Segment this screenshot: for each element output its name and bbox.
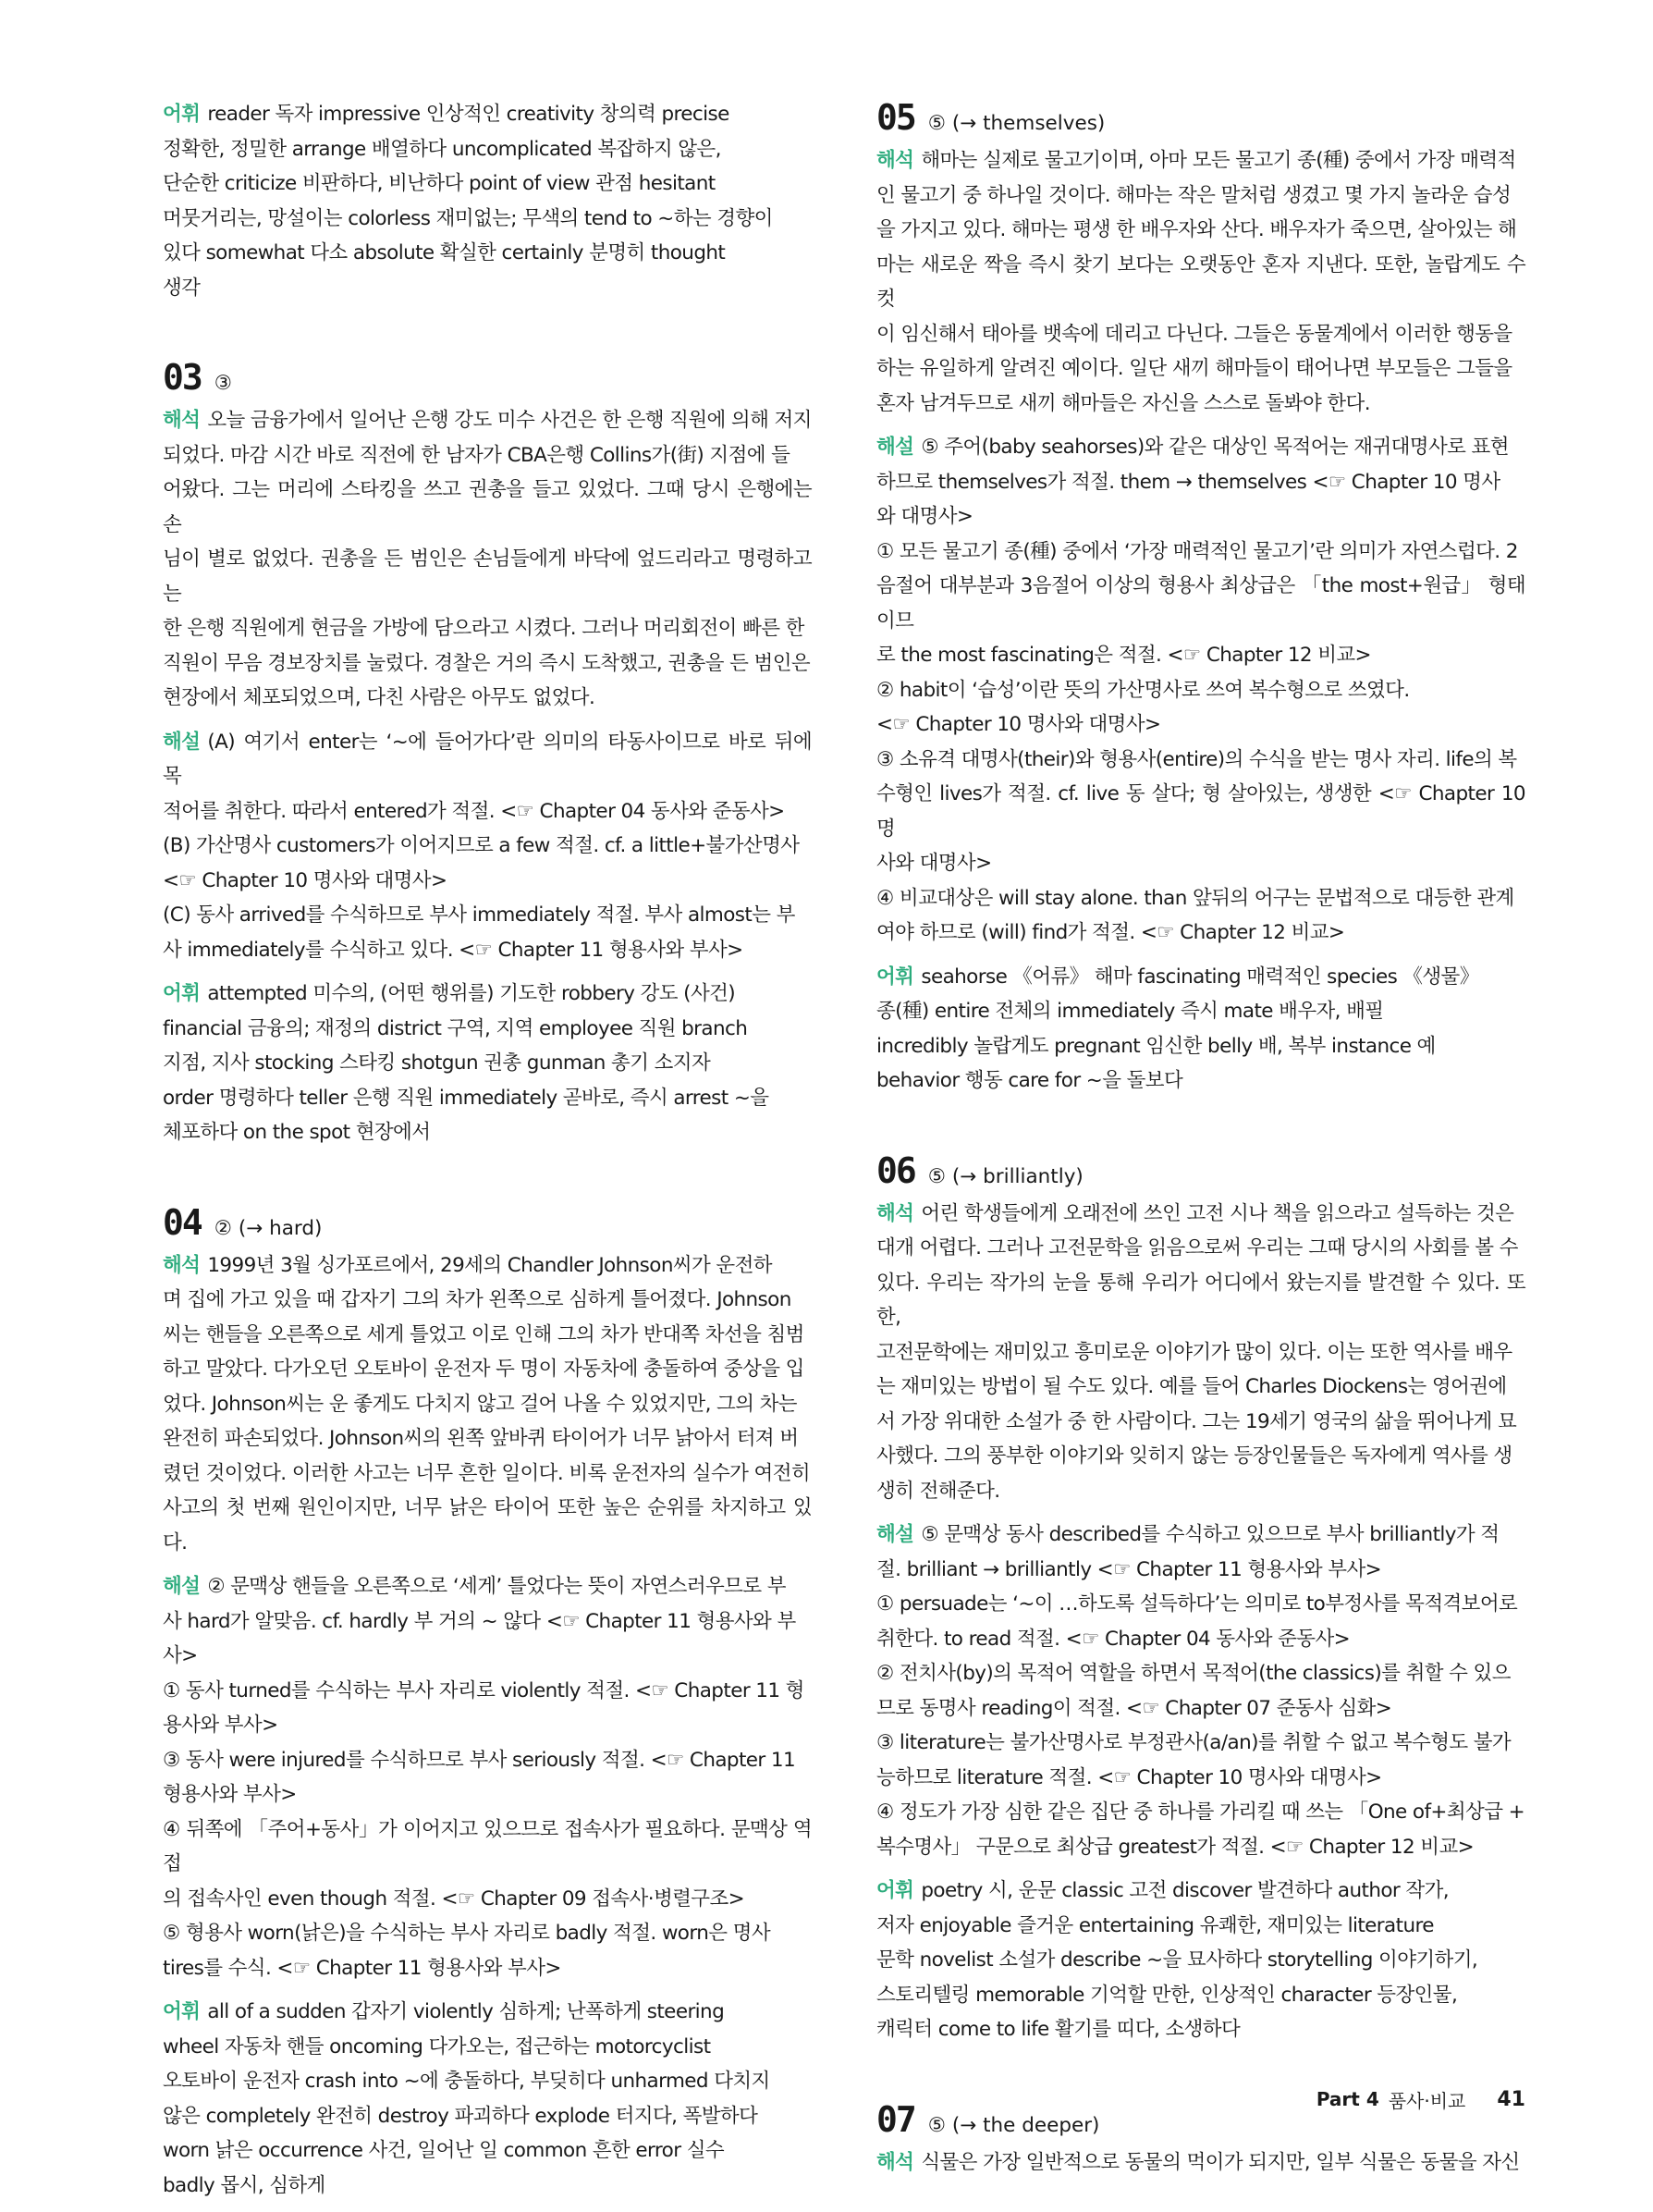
text-line: 님이 별로 없었다. 권총을 든 범인은 손님들에게 바닥에 엎드리라고 명령하고는 <box>163 547 812 606</box>
text-line: ③ 소유격 대명사(their)와 형용사(entire)의 수식을 받는 명사 자리. life의 복 <box>876 747 1517 771</box>
text-line: all of a sudden 갑자기 violently 심하게; 난폭하게 steering <box>207 2000 725 2023</box>
text-line: 씨는 핸들을 오른쪽으로 세게 틀었고 이로 인해 그의 차가 반대쪽 차선을 침범 <box>163 1322 804 1346</box>
text-line: 완전히 파손되었다. Johnson씨의 왼쪽 앞바퀴 타이어가 너무 낡아서 터져 버 <box>163 1427 799 1450</box>
text-line: ⑤ 문맥상 동사 described를 수식하고 있으므로 부사 brilliantly가 적 <box>921 1523 1500 1546</box>
vocab-tag: 어휘 <box>876 965 914 989</box>
text-line: 와 대명사> <box>876 505 973 528</box>
text-line: financial 금융의; 재정의 district 구역, 지역 employee 직원 branch <box>163 1016 748 1040</box>
text-line: 생히 전해준다. <box>876 1479 1000 1503</box>
q03-vocab <box>163 977 812 1150</box>
q05-heading <box>876 97 1525 138</box>
text-line: attempted 미수의, (어떤 행위를) 기도한 robbery 강도 (사건) <box>207 982 736 1005</box>
part-subtitle: 품사·비교 <box>1388 2089 1466 2112</box>
text-line: (C) 동사 arrived를 수식하므로 부사 immediately 적절. 부사 almost는 부 <box>163 903 795 927</box>
part-label: Part 4 <box>1316 2088 1379 2110</box>
text-line: 므로 동명사 reading이 적절. <☞ Chapter 07 준동사 심화> <box>876 1696 1392 1720</box>
text-line: 생각 <box>163 276 201 300</box>
text-line: ⑤ 형용사 worn(낡은)을 수식하는 부사 자리로 badly 적절. worn은 명사 <box>163 1922 770 1945</box>
text-line: tires를 수식. <☞ Chapter 11 형용사와 부사> <box>163 1956 561 1980</box>
text-line: <☞ Chapter 10 명사와 대명사> <box>163 868 447 892</box>
question-answer: ⑤ (→ brilliantly) <box>927 1164 1084 1188</box>
text-line: 용사와 부사> <box>163 1714 278 1737</box>
q02-vocab <box>163 97 812 305</box>
q06-vocab <box>876 1874 1525 2047</box>
explanation-tag: 해설 <box>163 730 201 754</box>
text-line: ② 문맥상 핸들을 오른쪽으로 ‘세게’ 틀었다는 뜻이 자연스러우므로 부 <box>207 1575 786 1598</box>
question-number: 03 <box>163 357 202 398</box>
explanation-tag: 해설 <box>876 1523 914 1546</box>
question-number: 05 <box>876 97 915 138</box>
question-number: 07 <box>876 2098 915 2140</box>
q05-vocab <box>876 960 1525 1099</box>
text-line: (A) 여기서 enter는 ‘~에 들어가다’란 의미의 타동사이므로 바로 뒤에 목 <box>163 730 812 788</box>
text-line: ② habit이 ‘습성’이란 뜻의 가산명사로 쓰여 복수형으로 쓰였다. <box>876 678 1410 702</box>
text-line: reader 독자 impressive 인상적인 creativity 창의력 precise <box>207 103 729 126</box>
text-line: badly 몹시, 심하게 <box>163 2173 325 2197</box>
text-line: 을 가지고 있다. 해마는 평생 한 배우자와 산다. 배우자가 죽으면, 살아있는 해 <box>876 218 1517 241</box>
text-line: worn 낡은 occurrence 사건, 일어난 일 common 흔한 error 실수 <box>163 2139 725 2162</box>
text-line: 1999년 3월 싱가포르에서, 29세의 Chandler Johnson씨가 운전하 <box>207 1253 772 1277</box>
text-line: 현장에서 체포되었으며, 다친 사람은 아무도 없었다. <box>163 686 595 709</box>
text-line: 인 물고기 중 하나일 것이다. 해마는 작은 말처럼 생겼고 몇 가지 놀라운 습성 <box>876 183 1512 207</box>
translation-tag: 해석 <box>876 1201 914 1225</box>
translation-tag: 해석 <box>876 149 914 172</box>
text-line: 어린 학생들에게 오래전에 쓰인 고전 시나 책을 읽으라고 설득하는 것은 <box>921 1201 1514 1225</box>
text-line: 오늘 금융가에서 일어난 은행 강도 미수 사건은 한 은행 직원에 의해 저지 <box>207 409 812 432</box>
vocab-tag: 어휘 <box>163 2000 201 2023</box>
text-line: 형용사와 부사> <box>163 1783 297 1806</box>
text-line: incredibly 놀랍게도 pregnant 임신한 belly 배, 복부 instance 예 <box>876 1034 1436 1058</box>
text-line: 사 immediately를 수식하고 있다. <☞ Chapter 11 형용사와 부사> <box>163 938 743 962</box>
page-footer <box>1285 2085 1525 2113</box>
text-line: seahorse 《어류》 해마 fascinating 매력적인 species 《생물》 <box>921 965 1479 989</box>
text-line: 캐릭터 come to life 활기를 띠다, 소생하다 <box>876 2018 1241 2041</box>
q06-heading <box>876 1150 1525 1191</box>
q04-vocab <box>163 1995 812 2203</box>
text-line: 는 재미있는 방법이 될 수도 있다. 예를 들어 Charles Diockens는 영어권에 <box>876 1375 1507 1398</box>
text-line: poetry 시, 운문 classic 고전 discover 발견하다 author 작가, <box>921 1879 1449 1902</box>
text-line: 고전문학에는 재미있고 흥미로운 이야기가 많이 있다. 이는 또한 역사를 배우 <box>876 1340 1512 1364</box>
text-line: 취한다. to read 적절. <☞ Chapter 04 동사와 준동사> <box>876 1627 1351 1651</box>
text-line: 이 임신해서 태아를 뱃속에 데리고 다닌다. 그들은 동물계에서 이러한 행동을 <box>876 322 1512 346</box>
q05-explanation <box>876 430 1525 951</box>
text-line: 수형인 lives가 적절. cf. live 동 살다; 형 살아있는, 생생한 <☞ Chapter 10 명 <box>876 782 1525 841</box>
text-line: order 명령하다 teller 은행 직원 immediately 곧바로, 즉시 arrest ~을 <box>163 1086 769 1110</box>
text-line: 식물은 가장 일반적으로 동물의 먹이가 되지만, 일부 식물은 동물을 자신 <box>921 2150 1520 2174</box>
text-line: 문학 novelist 소설가 describe ~을 묘사하다 storytelling 이야기하기, <box>876 1948 1478 1972</box>
text-line: 복수명사」 구문으로 최상급 greatest가 적절. <☞ Chapter 12 비교> <box>876 1835 1475 1859</box>
text-line: 사했다. 그의 풍부한 이야기와 잊히지 않는 등장인물들은 독자에게 역사를 생 <box>876 1444 1512 1468</box>
text-line: <☞ Chapter 10 명사와 대명사> <box>876 713 1161 736</box>
explanation-tag: 해설 <box>163 1575 201 1598</box>
text-line: 하고 말았다. 다가오던 오토바이 운전자 두 명이 자동차에 충돌하여 중상을 입 <box>163 1358 804 1381</box>
text-line: ④ 뒤쪽에 「주어+동사」가 이어지고 있으므로 접속사가 필요하다. 문맥상 역접 <box>163 1817 812 1875</box>
text-line: 마는 새로운 짝을 즉시 찾기 보다는 오랫동안 혼자 지낸다. 또한, 놀랍게도 수컷 <box>876 252 1525 311</box>
text-line: 있다 somewhat 다소 absolute 확실한 certainly 분명히 thought <box>163 241 726 264</box>
text-line: 음절어 대부분과 3음절어 이상의 형용사 최상급은 「the most+원급」 형태이므 <box>876 574 1525 633</box>
text-line: 단순한 criticize 비판하다, 비난하다 point of view 관점 hesitant <box>163 172 716 195</box>
text-line: ① 모든 물고기 종(種) 중에서 ‘가장 매력적인 물고기’란 의미가 자연스럽다. 2 <box>876 539 1518 563</box>
text-line: 하므로 themselves가 적절. them → themselves <☞ Chapter 10 명사 <box>876 470 1500 494</box>
text-line: ⑤ 주어(baby seahorses)와 같은 대상인 목적어는 재귀대명사로 표현 <box>921 436 1509 459</box>
text-line: 저자 enjoyable 즐거운 entertaining 유쾌한, 재미있는 literature <box>876 1913 1434 1937</box>
question-answer: ② (→ hard) <box>214 1216 323 1240</box>
vocab-tag: 어휘 <box>876 1879 914 1902</box>
text-line: ④ 비교대상은 will stay alone. than 앞뒤의 어구는 문법적으로 대등한 관계 <box>876 886 1514 910</box>
q03-translation <box>163 403 812 716</box>
explanation-tag: 해설 <box>876 436 914 459</box>
vocab-tag: 어휘 <box>163 103 201 126</box>
text-line: 사고의 첫 번째 원인이지만, 너무 낡은 타이어 또한 높은 순위를 차지하고 있다. <box>163 1496 812 1555</box>
text-line: 정확한, 정밀한 arrange 배열하다 uncomplicated 복잡하지 않은, <box>163 137 721 161</box>
text-line: ③ literature는 불가산명사로 부정관사(a/an)를 취할 수 없고 복수형도 불가 <box>876 1731 1512 1754</box>
q04-explanation <box>163 1569 812 1985</box>
text-line: 있다. 우리는 작가의 눈을 통해 우리가 어디에서 왔는지를 발견할 수 있다. 또한, <box>876 1271 1525 1329</box>
text-line: 혼자 남겨두므로 새끼 해마들은 자신을 스스로 돌봐야 한다. <box>876 391 1370 415</box>
text-line: 사 hard가 알맞음. cf. hardly 부 거의 ~ 않다 <☞ Chapter 11 형용사와 부 <box>163 1609 796 1633</box>
translation-tag: 해석 <box>876 2150 914 2174</box>
text-line: ② 전치사(by)의 목적어 역할을 하면서 목적어(the classics)를 취할 수 있으 <box>876 1662 1511 1685</box>
text-line: 었다. Johnson씨는 운 좋게도 다치지 않고 걸어 나올 수 있었지만, 그의 차는 <box>163 1392 797 1416</box>
text-line: 한 은행 직원에게 현금을 가방에 담으라고 시켰다. 그러나 머리회전이 빠른 한 <box>163 617 804 640</box>
text-line: 해마는 실제로 물고기이며, 아마 모든 물고기 종(種) 중에서 가장 매력적 <box>921 149 1516 172</box>
text-line: 사와 대명사> <box>876 852 992 875</box>
page-number: 41 <box>1497 2087 1525 2111</box>
text-line: 않은 completely 완전히 destroy 파괴하다 explode 터지다, 폭발하다 <box>163 2104 758 2128</box>
text-line: 스토리텔링 memorable 기억할 만한, 인상적인 character 등장인물, <box>876 1983 1458 2007</box>
text-line: wheel 자동차 핸들 oncoming 다가오는, 접근하는 motorcyclist <box>163 2034 711 2058</box>
text-line: 능하므로 literature 적절. <☞ Chapter 10 명사와 대명사> <box>876 1765 1382 1789</box>
text-line: 대개 어렵다. 그러나 고전문학을 읽음으로써 우리는 그때 당시의 사회를 볼 수 <box>876 1236 1518 1260</box>
translation-tag: 해석 <box>163 1253 201 1277</box>
text-line: ③ 동사 were injured를 수식하므로 부사 seriously 적절. <☞ Chapter 11 <box>163 1748 796 1772</box>
text-line: 머뭇거리는, 망설이는 colorless 재미없는; 무색의 tend to ~하는 경향이 <box>163 206 773 230</box>
text-line: 적어를 취한다. 따라서 entered가 적절. <☞ Chapter 04 동사와 준동사> <box>163 799 785 823</box>
q03-heading <box>163 357 812 398</box>
text-line: 서 가장 위대한 소설가 중 한 사람이다. 그는 19세기 영국의 삶을 뛰어나게 묘 <box>876 1409 1517 1433</box>
text-line: ① 동사 turned를 수식하는 부사 자리로 violently 적절. <☞ Chapter 11 형 <box>163 1678 804 1702</box>
text-line: 체포하다 on the spot 현장에서 <box>163 1121 431 1144</box>
q06-explanation <box>876 1518 1525 1864</box>
question-answer: ③ <box>214 372 233 395</box>
text-line: 되었다. 마감 시간 바로 직전에 한 남자가 CBA은행 Collins가(街) 지점에 들 <box>163 443 790 467</box>
question-answer: ⑤ (→ the deeper) <box>927 2113 1100 2137</box>
text-line: 렸던 것이었다. 이러한 사고는 너무 흔한 일이다. 비록 운전자의 실수가 여전히 <box>163 1461 811 1485</box>
q04-heading <box>163 1202 812 1243</box>
question-number: 06 <box>876 1149 915 1191</box>
question-number: 04 <box>163 1201 202 1243</box>
text-line: 직원이 무음 경보장치를 눌렀다. 경찰은 거의 즉시 도착했고, 권총을 든 범인은 <box>163 651 811 675</box>
text-line: (B) 가산명사 customers가 이어지므로 a few 적절. cf. a little+불가산명사 <box>163 834 800 857</box>
text-line: ④ 정도가 가장 심한 같은 집단 중 하나를 가리킬 때 쓰는 「One of+최상급 + <box>876 1800 1525 1824</box>
text-line: 사> <box>163 1644 198 1667</box>
text-line: 의 접속사인 even though 적절. <☞ Chapter 09 접속사·병렬구조> <box>163 1886 745 1911</box>
text-line: 오토바이 운전자 crash into ~에 충돌하다, 부딪히다 unharmed 다치지 <box>163 2070 770 2093</box>
question-answer: ⑤ (→ themselves) <box>927 112 1106 135</box>
right-column <box>876 97 1525 2189</box>
q04-translation <box>163 1248 812 1561</box>
text-line: 종(種) entire 전체의 immediately 즉시 mate 배우자, 배필 <box>876 1000 1384 1023</box>
text-line: behavior 행동 care for ~을 돌보다 <box>876 1069 1183 1092</box>
left-column <box>163 97 812 2212</box>
q06-translation <box>876 1197 1525 1509</box>
q03-explanation <box>163 725 812 968</box>
text-line: 지점, 지사 stocking 스타킹 shotgun 권총 gunman 총기 소지자 <box>163 1051 711 1075</box>
text-line: 며 집에 가고 있을 때 갑자기 그의 차가 왼쪽으로 심하게 틀어졌다. Johnson <box>163 1288 791 1311</box>
text-line: 여야 하므로 (will) find가 적절. <☞ Chapter 12 비교> <box>876 921 1345 944</box>
q07-translation <box>876 2145 1525 2181</box>
text-line: ① persuade는 ‘~이 …하도록 설득하다’는 의미로 to부정사를 목적격보어로 <box>876 1592 1518 1616</box>
text-line: 로 the most fascinating은 적절. <☞ Chapter 12 비교> <box>876 644 1371 667</box>
q05-translation <box>876 143 1525 421</box>
vocab-tag: 어휘 <box>163 982 201 1005</box>
text-line: 절. brilliant → brilliantly <☞ Chapter 11 형용사와 부사> <box>876 1557 1382 1581</box>
text-line: 하는 유일하게 알려진 예이다. 일단 새끼 해마들이 태어나면 부모들은 그들을 <box>876 357 1512 380</box>
text-line: 어왔다. 그는 머리에 스타킹을 쓰고 권총을 들고 있었다. 그때 당시 은행에는 손 <box>163 478 812 536</box>
translation-tag: 해석 <box>163 409 201 432</box>
